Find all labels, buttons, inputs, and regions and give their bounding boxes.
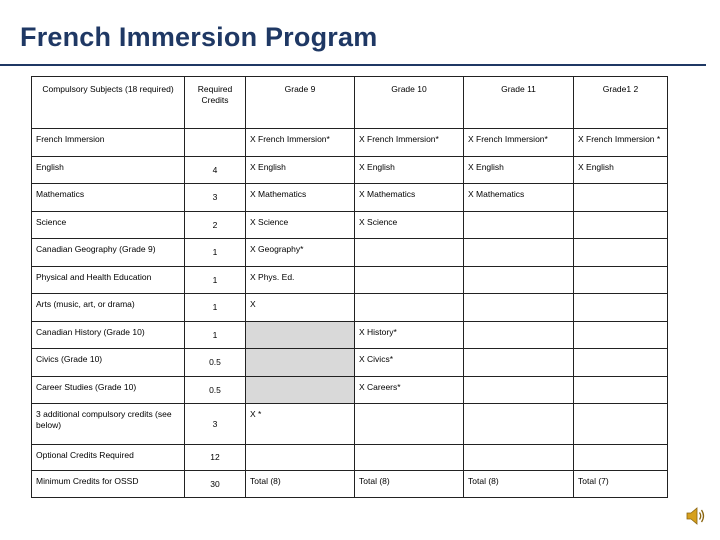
credits-cell: 2 [185,212,246,239]
grade-10-cell [355,294,464,322]
grade-12-cell [574,184,668,212]
credits-cell: 1 [185,294,246,322]
grade-12-cell: X English [574,157,668,184]
subject-cell: Civics (Grade 10) [32,349,185,377]
grade-11-cell [464,212,574,239]
table-row [32,267,668,294]
subject-cell: Mathematics [32,184,185,212]
subject-cell: English [32,157,185,184]
grade-11-cell [464,349,574,377]
grade-12-cell [574,212,668,239]
table-row [32,212,668,239]
grade-10-cell: X Civics* [355,349,464,377]
grade-11-cell [464,445,574,471]
table-row [32,404,668,445]
grade-10-cell: X Careers* [355,377,464,404]
grade-12-cell [574,404,668,445]
credits-cell [185,129,246,157]
grade-9-cell: Total (8) [246,471,355,498]
grade-10-cell: X Science [355,212,464,239]
header-credits: Required Credits [185,77,246,129]
grade-10-cell: X Mathematics [355,184,464,212]
grade-11-cell: X French Immersion* [464,129,574,157]
grade-11-cell: Total (8) [464,471,574,498]
grade-10-cell [355,445,464,471]
grade-9-cell: X Science [246,212,355,239]
table-row [32,239,668,267]
grade-9-cell: X [246,294,355,322]
grade-9-cell: X Phys. Ed. [246,267,355,294]
grade-9-cell: X French Immersion* [246,129,355,157]
table-row [32,471,668,498]
subject-cell: 3 additional compulsory credits (see below) [32,404,185,445]
subject-cell: Canadian History (Grade 10) [32,322,185,349]
table-row [32,377,668,404]
credits-cell: 30 [185,471,246,498]
credits-cell: 0.5 [185,349,246,377]
grade-11-cell [464,322,574,349]
grade-9-cell-shaded [246,349,355,377]
title-underline [0,64,706,66]
credits-cell: 1 [185,322,246,349]
subject-cell: Minimum Credits for OSSD [32,471,185,498]
table-header-row [32,77,668,129]
header-grade-11: Grade 11 [464,77,574,129]
grade-10-cell: X French Immersion* [355,129,464,157]
grade-12-cell [574,377,668,404]
grade-9-cell: X English [246,157,355,184]
table-row [32,294,668,322]
grade-10-cell [355,267,464,294]
grade-10-cell: Total (8) [355,471,464,498]
table-row [32,322,668,349]
grade-9-cell-shaded [246,322,355,349]
grade-12-cell [574,322,668,349]
grade-10-cell: X History* [355,322,464,349]
page-title: French Immersion Program [20,22,378,52]
table-row [32,349,668,377]
grade-12-cell: Total (7) [574,471,668,498]
credits-cell: 0.5 [185,377,246,404]
grade-12-cell [574,239,668,267]
credits-cell: 3 [185,184,246,212]
grade-11-cell: X English [464,157,574,184]
grade-11-cell [464,294,574,322]
grade-10-cell [355,404,464,445]
grade-9-cell: X Geography* [246,239,355,267]
grade-12-cell [574,349,668,377]
speaker-icon[interactable] [685,505,707,527]
subject-cell: French Immersion [32,129,185,157]
subject-cell: Canadian Geography (Grade 9) [32,239,185,267]
grade-12-cell: X French Immersion * [574,129,668,157]
grade-9-cell: X * [246,404,355,445]
credits-cell: 1 [185,267,246,294]
subject-cell: Physical and Health Education [32,267,185,294]
grade-12-cell [574,267,668,294]
credits-cell: 12 [185,445,246,471]
grade-12-cell [574,294,668,322]
header-subjects: Compulsory Subjects (18 required) [32,77,185,129]
grade-11-cell [464,377,574,404]
grade-12-cell [574,445,668,471]
subject-cell: Optional Credits Required [32,445,185,471]
grade-11-cell: X Mathematics [464,184,574,212]
grade-9-cell-shaded [246,377,355,404]
table-row [32,129,668,157]
grade-11-cell [464,239,574,267]
credits-table [31,76,668,498]
table-row [32,184,668,212]
grade-11-cell [464,267,574,294]
subject-cell: Career Studies (Grade 10) [32,377,185,404]
grade-9-cell: X Mathematics [246,184,355,212]
subject-cell: Science [32,212,185,239]
grade-10-cell: X English [355,157,464,184]
table-row [32,157,668,184]
header-grade-12: Grade1 2 [574,77,668,129]
credits-cell: 3 [185,404,246,445]
table-row [32,445,668,471]
grade-11-cell [464,404,574,445]
header-grade-10: Grade 10 [355,77,464,129]
grade-9-cell [246,445,355,471]
header-grade-9: Grade 9 [246,77,355,129]
grade-10-cell [355,239,464,267]
credits-cell: 1 [185,239,246,267]
subject-cell: Arts (music, art, or drama) [32,294,185,322]
credits-cell: 4 [185,157,246,184]
